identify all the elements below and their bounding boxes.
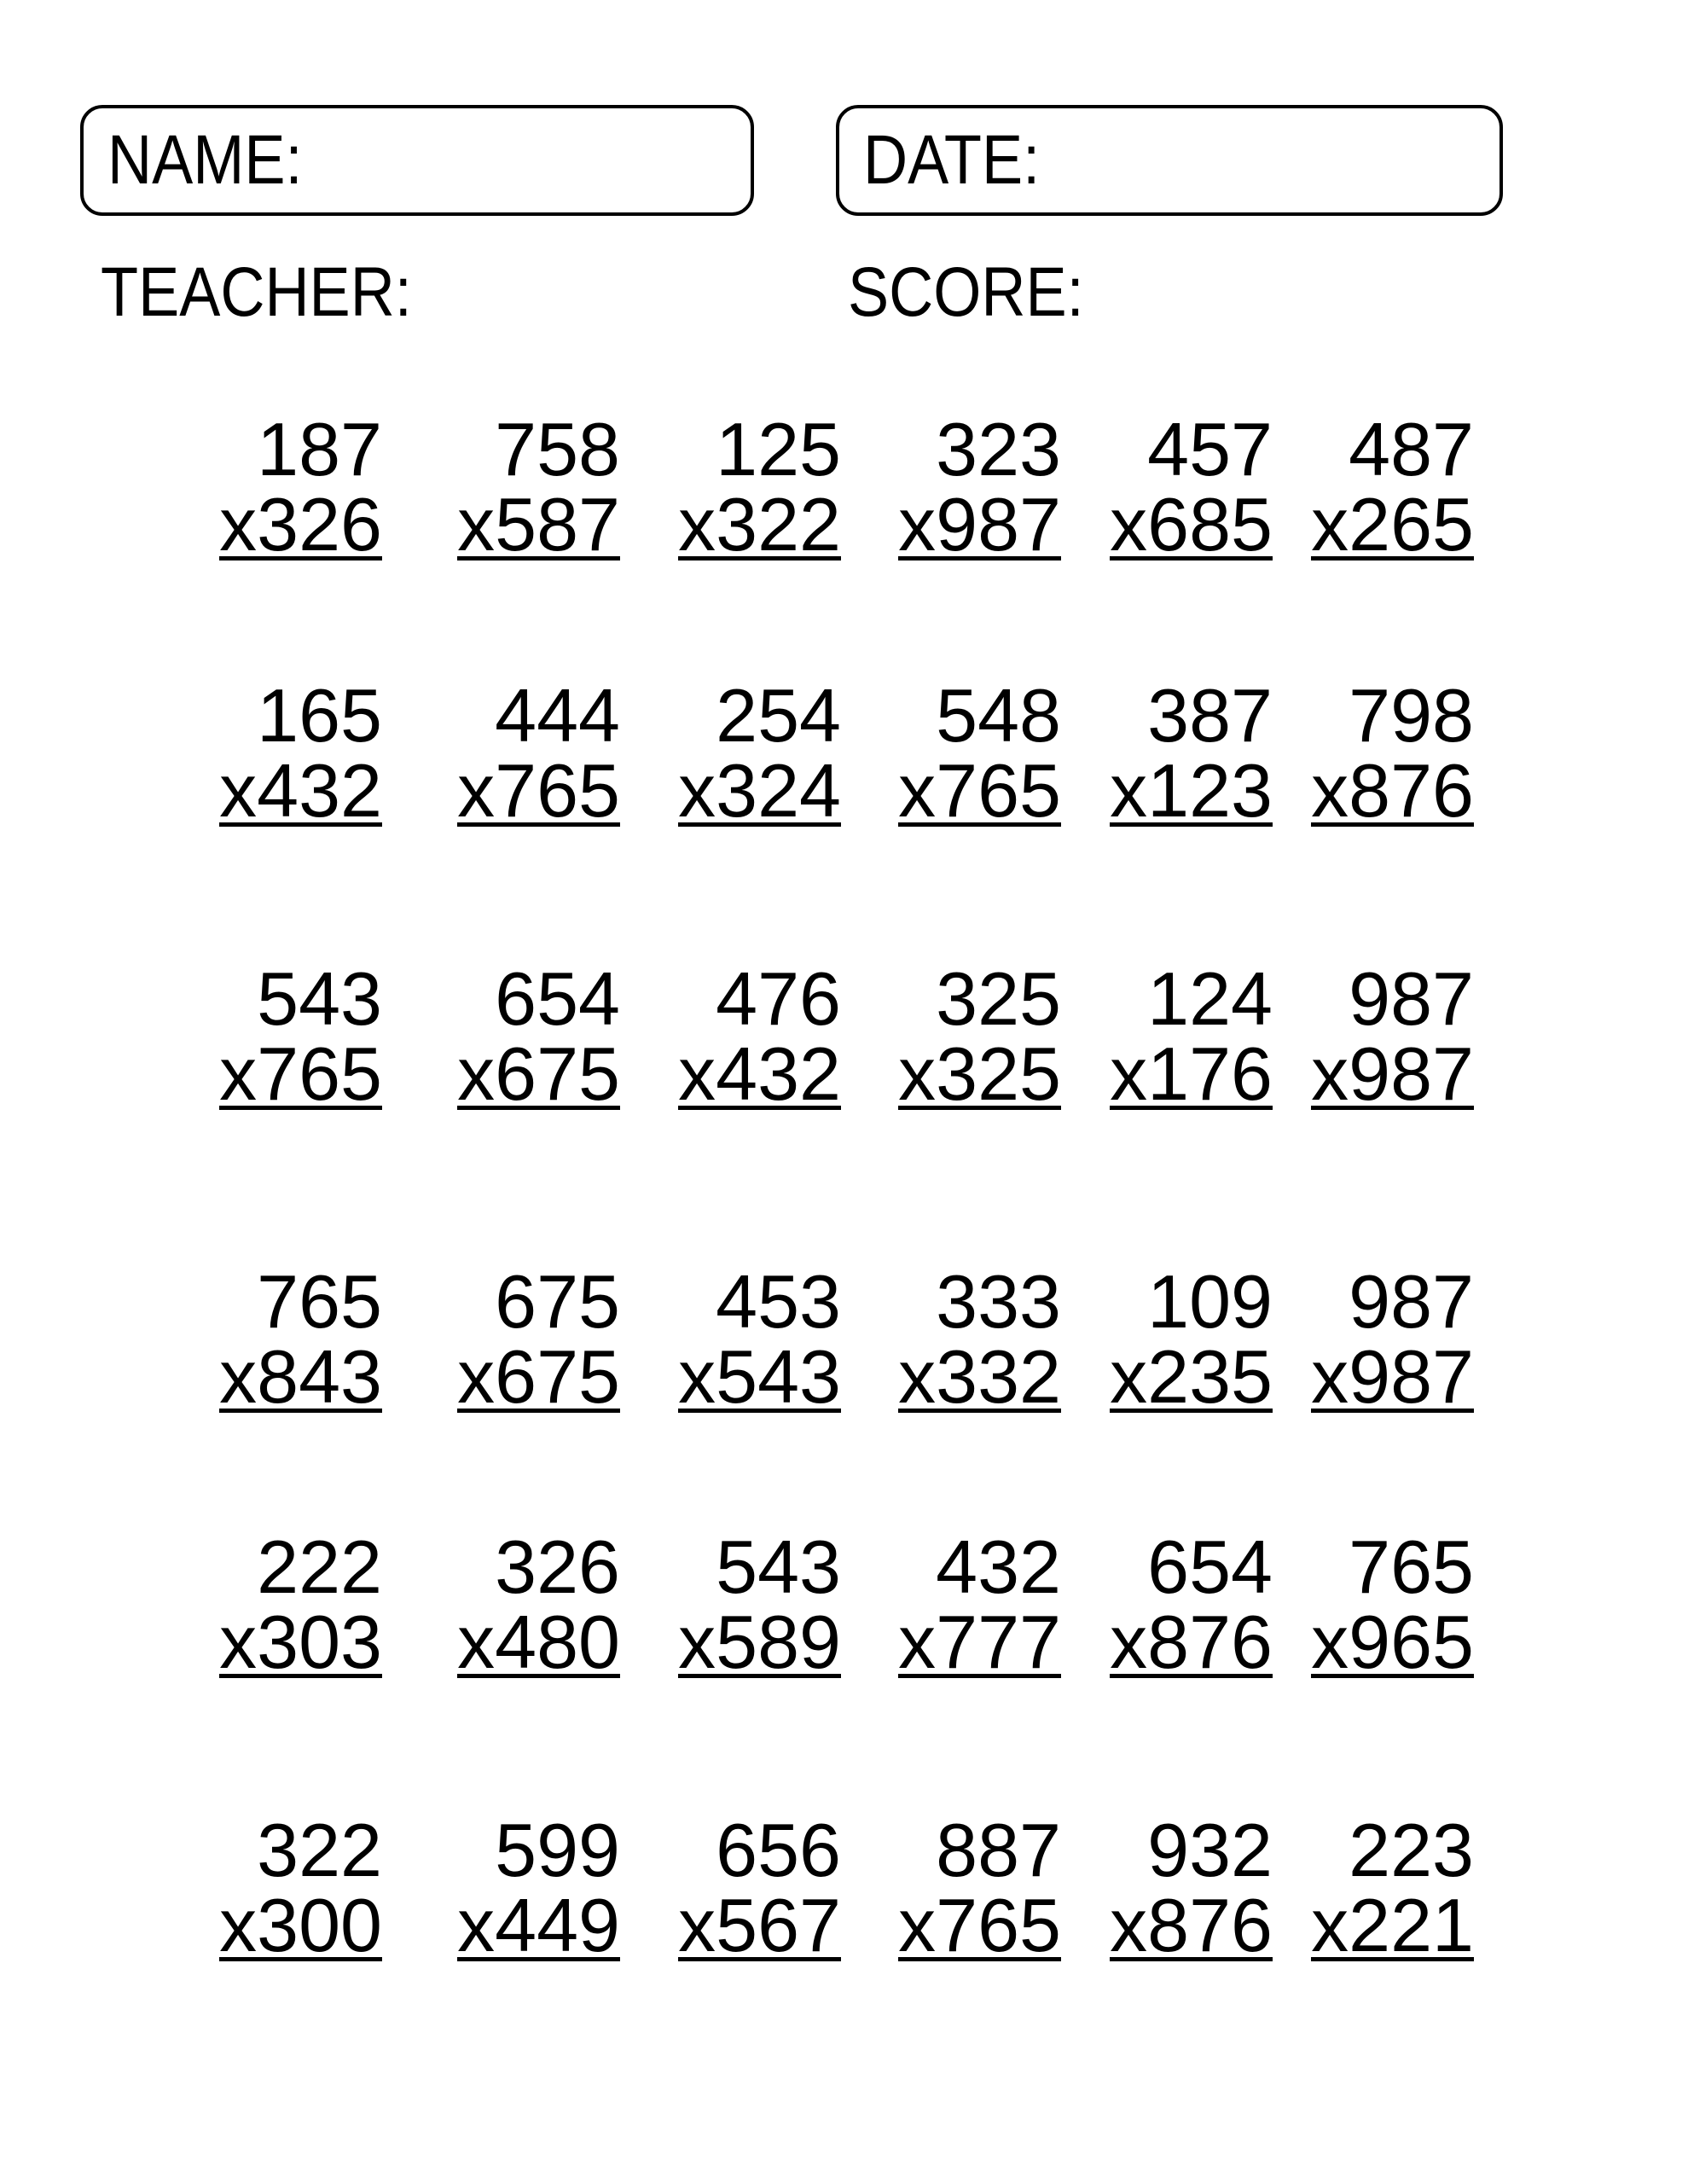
answer-space[interactable] [1110, 1413, 1273, 1513]
multiply-sign: x [1110, 1334, 1148, 1419]
multiply-sign: x [678, 482, 716, 566]
bottom-operand [898, 1883, 1061, 1967]
bottom-operand [898, 1031, 1061, 1116]
multiply-sign: x [1311, 748, 1349, 833]
multiplication-problem [1311, 956, 1474, 1211]
top-operand: 444 [495, 673, 620, 758]
answer-space[interactable] [457, 1110, 620, 1211]
top-operand: 125 [716, 407, 841, 491]
multiplication-problem [678, 1525, 841, 1779]
multiply-sign: x [678, 1334, 716, 1419]
bottom-operand-value: 843 [257, 1334, 382, 1419]
multiply-sign: x [1110, 482, 1148, 566]
top-operand: 765 [257, 1259, 382, 1344]
multiplication-problem [898, 1259, 1061, 1513]
date-label: DATE: [863, 121, 1041, 199]
top-operand: 675 [495, 1259, 620, 1344]
multiply-sign: x [219, 1600, 258, 1684]
bottom-operand-value: 332 [936, 1334, 1061, 1419]
multiply-sign: x [219, 1334, 258, 1419]
bottom-operand [1311, 482, 1474, 566]
top-operand: 654 [1147, 1525, 1273, 1609]
bottom-operand [1110, 1031, 1273, 1116]
bottom-operand-value: 432 [257, 748, 382, 833]
bottom-operand [457, 748, 620, 833]
top-operand: 326 [495, 1525, 620, 1609]
top-operand: 932 [1147, 1808, 1273, 1892]
answer-space[interactable] [898, 561, 1061, 661]
bottom-operand-value: 543 [716, 1334, 841, 1419]
answer-space[interactable] [219, 1110, 382, 1211]
multiplication-problem [678, 1808, 841, 2062]
multiplication-problem [457, 1259, 620, 1513]
bottom-operand-value: 675 [495, 1334, 620, 1419]
bottom-operand-value: 765 [495, 748, 620, 833]
problem-row [218, 673, 1474, 927]
multiplication-problem [219, 1259, 382, 1513]
problem-row [218, 1525, 1474, 1779]
bottom-operand [1311, 1883, 1474, 1967]
bottom-operand-value: 589 [716, 1600, 841, 1684]
answer-space[interactable] [678, 827, 841, 927]
multiplication-problem [219, 673, 382, 927]
multiplication-problem [457, 673, 620, 927]
multiplication-problem [1311, 407, 1474, 661]
answer-space[interactable] [678, 1678, 841, 1779]
bottom-operand [898, 748, 1061, 833]
bottom-operand-value: 765 [936, 748, 1061, 833]
multiplication-problem [1110, 1808, 1273, 2062]
top-operand: 543 [257, 956, 382, 1041]
multiplication-problem [678, 956, 841, 1211]
bottom-operand-value: 303 [257, 1600, 382, 1684]
bottom-operand [219, 748, 382, 833]
bottom-operand-value: 322 [716, 482, 841, 566]
answer-space[interactable] [898, 1961, 1061, 2062]
multiply-sign: x [1110, 1883, 1148, 1967]
multiplication-problem [219, 956, 382, 1211]
bottom-operand [898, 1600, 1061, 1684]
multiply-sign: x [898, 1600, 937, 1684]
bottom-operand [1110, 748, 1273, 833]
multiply-sign: x [457, 748, 496, 833]
multiply-sign: x [678, 1600, 716, 1684]
multiplication-problem [457, 1808, 620, 2062]
bottom-operand [678, 482, 841, 566]
multiplication-problem [457, 407, 620, 661]
multiplication-problem [898, 673, 1061, 927]
bottom-operand [1311, 1031, 1474, 1116]
top-operand: 548 [936, 673, 1061, 758]
name-label: NAME: [107, 121, 303, 199]
bottom-operand-value: 965 [1349, 1600, 1474, 1684]
multiplication-problem [219, 1808, 382, 2062]
answer-space[interactable] [1110, 827, 1273, 927]
top-operand: 387 [1147, 673, 1273, 758]
bottom-operand-value: 765 [936, 1883, 1061, 1967]
bottom-operand [678, 1031, 841, 1116]
top-operand: 765 [1349, 1525, 1474, 1609]
multiply-sign: x [1311, 1334, 1349, 1419]
problem-row [218, 1808, 1474, 2062]
answer-space[interactable] [1311, 827, 1474, 927]
multiplication-problem [1110, 1525, 1273, 1779]
score-label: SCORE: [848, 253, 1084, 331]
multiplication-problem [898, 1525, 1061, 1779]
answer-space[interactable] [898, 1678, 1061, 1779]
multiply-sign: x [219, 1883, 258, 1967]
top-operand: 543 [716, 1525, 841, 1609]
top-operand: 165 [257, 673, 382, 758]
multiply-sign: x [1110, 1600, 1148, 1684]
problem-row [218, 956, 1474, 1211]
problem-row [218, 1259, 1474, 1513]
bottom-operand [219, 1334, 382, 1419]
bottom-operand-value: 265 [1349, 482, 1474, 566]
answer-space[interactable] [898, 827, 1061, 927]
answer-space[interactable] [457, 561, 620, 661]
bottom-operand [898, 1334, 1061, 1419]
multiply-sign: x [219, 482, 258, 566]
bottom-operand [898, 482, 1061, 566]
multiplication-problem [457, 956, 620, 1211]
answer-space[interactable] [1110, 1110, 1273, 1211]
multiplication-problem [678, 673, 841, 927]
top-operand: 457 [1147, 407, 1273, 491]
multiply-sign: x [219, 1031, 258, 1116]
answer-space[interactable] [678, 561, 841, 661]
multiplication-problem [898, 407, 1061, 661]
answer-space[interactable] [898, 1110, 1061, 1211]
top-operand: 476 [716, 956, 841, 1041]
bottom-operand-value: 987 [936, 482, 1061, 566]
multiplication-problem [1311, 673, 1474, 927]
bottom-operand-value: 176 [1147, 1031, 1273, 1116]
bottom-operand [457, 1031, 620, 1116]
multiply-sign: x [1311, 1600, 1349, 1684]
answer-space[interactable] [457, 1961, 620, 2062]
bottom-operand-value: 567 [716, 1883, 841, 1967]
answer-space[interactable] [219, 561, 382, 661]
answer-space[interactable] [219, 1413, 382, 1513]
multiplication-problem [678, 407, 841, 661]
multiply-sign: x [1311, 1883, 1349, 1967]
answer-space[interactable] [457, 1413, 620, 1513]
top-operand: 758 [495, 407, 620, 491]
multiply-sign: x [898, 1031, 937, 1116]
answer-space[interactable] [898, 1413, 1061, 1513]
bottom-operand [457, 1600, 620, 1684]
top-operand: 109 [1147, 1259, 1273, 1344]
answer-space[interactable] [678, 1961, 841, 2062]
answer-space[interactable] [1311, 1413, 1474, 1513]
bottom-operand [1110, 1883, 1273, 1967]
top-operand: 322 [257, 1808, 382, 1892]
answer-space[interactable] [219, 1678, 382, 1779]
top-operand: 656 [716, 1808, 841, 1892]
bottom-operand [678, 748, 841, 833]
multiplication-problem [1110, 1259, 1273, 1513]
multiplication-problem [1110, 407, 1273, 661]
bottom-operand [219, 1883, 382, 1967]
multiplication-problem [678, 1259, 841, 1513]
answer-space[interactable] [678, 1110, 841, 1211]
bottom-operand [1311, 1600, 1474, 1684]
answer-space[interactable] [457, 827, 620, 927]
multiplication-problem [898, 956, 1061, 1211]
answer-space[interactable] [1311, 1678, 1474, 1779]
bottom-operand [1110, 482, 1273, 566]
multiply-sign: x [457, 1883, 496, 1967]
answer-space[interactable] [678, 1413, 841, 1513]
multiply-sign: x [457, 1031, 496, 1116]
bottom-operand-value: 449 [495, 1883, 620, 1967]
bottom-operand-value: 432 [716, 1031, 841, 1116]
top-operand: 987 [1349, 1259, 1474, 1344]
multiplication-problem [219, 1525, 382, 1779]
top-operand: 254 [716, 673, 841, 758]
answer-space[interactable] [1110, 561, 1273, 661]
bottom-operand-value: 876 [1147, 1883, 1273, 1967]
multiply-sign: x [898, 748, 937, 833]
top-operand: 987 [1349, 956, 1474, 1041]
bottom-operand [1110, 1334, 1273, 1419]
bottom-operand-value: 587 [495, 482, 620, 566]
multiply-sign: x [1110, 1031, 1148, 1116]
bottom-operand-value: 480 [495, 1600, 620, 1684]
top-operand: 325 [936, 956, 1061, 1041]
bottom-operand [678, 1883, 841, 1967]
problem-row [218, 407, 1474, 661]
answer-space[interactable] [1311, 1961, 1474, 2062]
bottom-operand [457, 482, 620, 566]
bottom-operand-value: 685 [1147, 482, 1273, 566]
bottom-operand-value: 235 [1147, 1334, 1273, 1419]
multiply-sign: x [457, 1334, 496, 1419]
bottom-operand-value: 675 [495, 1031, 620, 1116]
bottom-operand-value: 326 [257, 482, 382, 566]
bottom-operand [457, 1883, 620, 1967]
answer-space[interactable] [457, 1678, 620, 1779]
teacher-label: TEACHER: [101, 253, 412, 331]
bottom-operand-value: 777 [936, 1600, 1061, 1684]
answer-space[interactable] [1110, 1961, 1273, 2062]
bottom-operand [219, 1600, 382, 1684]
top-operand: 487 [1349, 407, 1474, 491]
multiplication-problem [898, 1808, 1061, 2062]
answer-space[interactable] [1311, 1110, 1474, 1211]
bottom-operand [678, 1334, 841, 1419]
bottom-operand-value: 987 [1349, 1031, 1474, 1116]
top-operand: 453 [716, 1259, 841, 1344]
answer-space[interactable] [219, 1961, 382, 2062]
bottom-operand [219, 482, 382, 566]
top-operand: 432 [936, 1525, 1061, 1609]
multiplication-problem [1311, 1808, 1474, 2062]
bottom-operand-value: 876 [1349, 748, 1474, 833]
multiply-sign: x [219, 748, 258, 833]
multiply-sign: x [457, 482, 496, 566]
bottom-operand-value: 221 [1349, 1883, 1474, 1967]
multiply-sign: x [1311, 482, 1349, 566]
multiply-sign: x [457, 1600, 496, 1684]
answer-space[interactable] [219, 827, 382, 927]
multiplication-problem [457, 1525, 620, 1779]
answer-space[interactable] [1311, 561, 1474, 661]
top-operand: 798 [1349, 673, 1474, 758]
multiplication-problem [219, 407, 382, 661]
bottom-operand [219, 1031, 382, 1116]
top-operand: 599 [495, 1808, 620, 1892]
multiply-sign: x [898, 482, 937, 566]
top-operand: 223 [1349, 1808, 1474, 1892]
multiply-sign: x [678, 748, 716, 833]
top-operand: 323 [936, 407, 1061, 491]
bottom-operand-value: 325 [936, 1031, 1061, 1116]
bottom-operand-value: 765 [257, 1031, 382, 1116]
multiply-sign: x [898, 1883, 937, 1967]
top-operand: 654 [495, 956, 620, 1041]
bottom-operand-value: 876 [1147, 1600, 1273, 1684]
multiplication-problem [1311, 1259, 1474, 1513]
bottom-operand [457, 1334, 620, 1419]
bottom-operand [1311, 748, 1474, 833]
bottom-operand-value: 300 [257, 1883, 382, 1967]
bottom-operand-value: 324 [716, 748, 841, 833]
top-operand: 124 [1147, 956, 1273, 1041]
top-operand: 887 [936, 1808, 1061, 1892]
bottom-operand-value: 123 [1147, 748, 1273, 833]
bottom-operand [1311, 1334, 1474, 1419]
top-operand: 222 [257, 1525, 382, 1609]
multiply-sign: x [898, 1334, 937, 1419]
multiply-sign: x [1311, 1031, 1349, 1116]
bottom-operand-value: 987 [1349, 1334, 1474, 1419]
multiplication-problem [1311, 1525, 1474, 1779]
multiplication-problem [1110, 956, 1273, 1211]
multiplication-problem [1110, 673, 1273, 927]
bottom-operand [1110, 1600, 1273, 1684]
multiply-sign: x [678, 1883, 716, 1967]
bottom-operand [678, 1600, 841, 1684]
multiply-sign: x [1110, 748, 1148, 833]
top-operand: 333 [936, 1259, 1061, 1344]
answer-space[interactable] [1110, 1678, 1273, 1779]
top-operand: 187 [257, 407, 382, 491]
multiply-sign: x [678, 1031, 716, 1116]
